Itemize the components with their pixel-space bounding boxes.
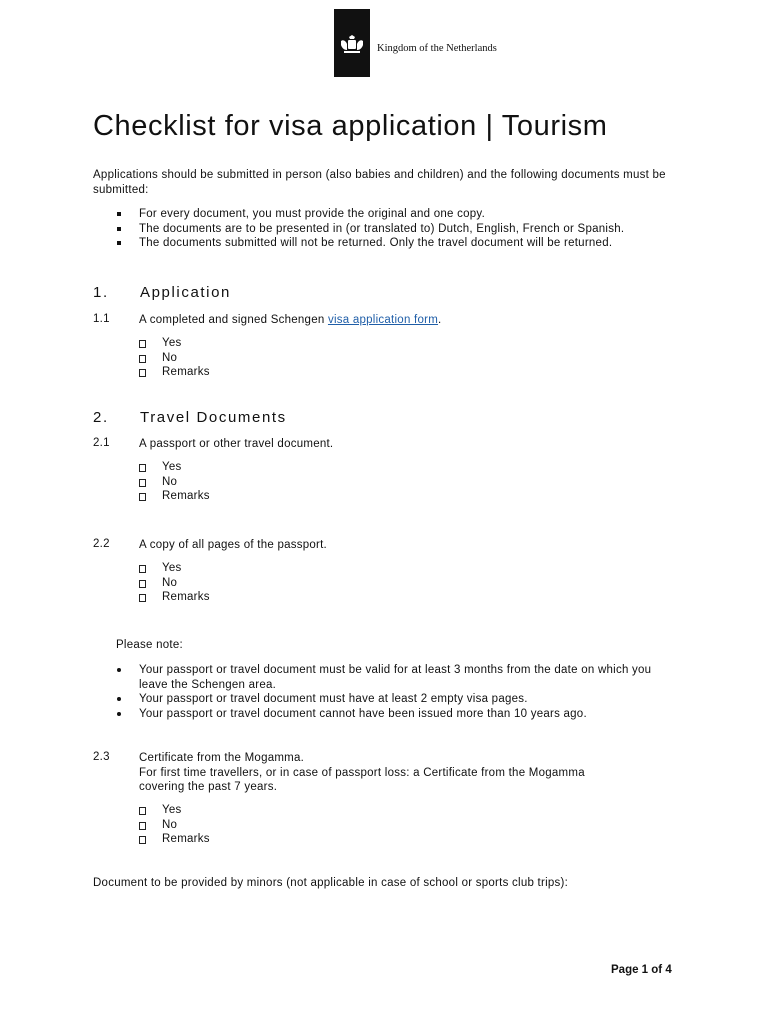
checkbox-no[interactable] xyxy=(139,580,146,588)
item-2-1-number: 2.1 xyxy=(93,437,110,449)
bullet-icon xyxy=(117,712,121,716)
checkbox-yes[interactable] xyxy=(139,565,146,573)
item-1-1-number: 1.1 xyxy=(93,313,110,325)
government-logo xyxy=(334,9,370,77)
option-yes: Yes xyxy=(139,803,210,818)
square-bullet-icon xyxy=(117,241,121,245)
item-2-1-text: A passport or other travel document. xyxy=(139,438,334,450)
section-1-title: Application xyxy=(140,284,231,301)
option-no: No xyxy=(139,475,210,490)
rule-item: The documents are to be presented in (or translated to) Dutch, English, French or Spanish. xyxy=(93,222,713,237)
option-yes: Yes xyxy=(139,336,210,351)
rules-list xyxy=(93,207,713,251)
option-remarks: Remarks xyxy=(139,365,210,380)
checkbox-no[interactable] xyxy=(139,822,146,830)
checkbox-remarks[interactable] xyxy=(139,369,146,377)
note-item: Your passport or travel document must be valid for at least 3 months from the date on which you leave the Schengen area. xyxy=(116,663,676,692)
square-bullet-icon xyxy=(117,227,121,231)
page-number: Page 1 of 4 xyxy=(611,964,672,976)
option-yes: Yes xyxy=(139,561,210,576)
checkbox-yes[interactable] xyxy=(139,807,146,815)
checkbox-yes[interactable] xyxy=(139,340,146,348)
checkbox-no[interactable] xyxy=(139,479,146,487)
logo-text: Kingdom of the Netherlands xyxy=(377,43,497,54)
item-2-2-number: 2.2 xyxy=(93,538,110,550)
item-2-1-options xyxy=(139,460,210,504)
section-2-title: Travel Documents xyxy=(140,409,287,426)
intro-paragraph: Applications should be submitted in person (also babies and children) and the following documents must be submitted: xyxy=(93,169,666,196)
checkbox-remarks[interactable] xyxy=(139,594,146,602)
bullet-icon xyxy=(117,697,121,701)
option-no: No xyxy=(139,818,210,833)
section-1-number: 1. xyxy=(93,284,109,301)
section-2-number: 2. xyxy=(93,409,109,426)
checkbox-no[interactable] xyxy=(139,355,146,363)
item-2-3-number: 2.3 xyxy=(93,751,110,763)
item-2-2-options xyxy=(139,561,210,605)
option-remarks: Remarks xyxy=(139,489,210,504)
note-item: Your passport or travel document must have at least 2 empty visa pages. xyxy=(116,692,676,707)
notes-list xyxy=(116,663,676,721)
option-yes: Yes xyxy=(139,460,210,475)
checkbox-yes[interactable] xyxy=(139,464,146,472)
rule-item: The documents submitted will not be returned. Only the travel document will be returned. xyxy=(93,236,713,251)
note-label: Please note: xyxy=(116,639,183,651)
bullet-icon xyxy=(117,668,121,672)
item-2-3-text: Certificate from the Mogamma. For first time travellers, or in case of passport loss: a Certificate from the Mogamma covering the past 7 years. xyxy=(139,752,585,793)
note-item: Your passport or travel document cannot have been issued more than 10 years ago. xyxy=(116,707,676,722)
checkbox-remarks[interactable] xyxy=(139,493,146,501)
square-bullet-icon xyxy=(117,212,121,216)
item-1-1-options xyxy=(139,336,210,380)
option-remarks: Remarks xyxy=(139,590,210,605)
checkbox-remarks[interactable] xyxy=(139,836,146,844)
option-remarks: Remarks xyxy=(139,832,210,847)
coat-of-arms-icon xyxy=(338,35,366,55)
visa-application-form-link[interactable]: visa application form xyxy=(327,314,439,326)
option-no: No xyxy=(139,351,210,366)
item-1-1-text: A completed and signed Schengen visa application form. xyxy=(139,314,442,326)
minors-text: Document to be provided by minors (not applicable in case of school or sports club trips): xyxy=(93,877,569,889)
item-2-3-options xyxy=(139,803,210,847)
page-title: Checklist for visa application | Tourism xyxy=(93,110,608,142)
item-2-2-text: A copy of all pages of the passport. xyxy=(139,539,328,551)
option-no: No xyxy=(139,576,210,591)
rule-item: For every document, you must provide the original and one copy. xyxy=(93,207,713,222)
